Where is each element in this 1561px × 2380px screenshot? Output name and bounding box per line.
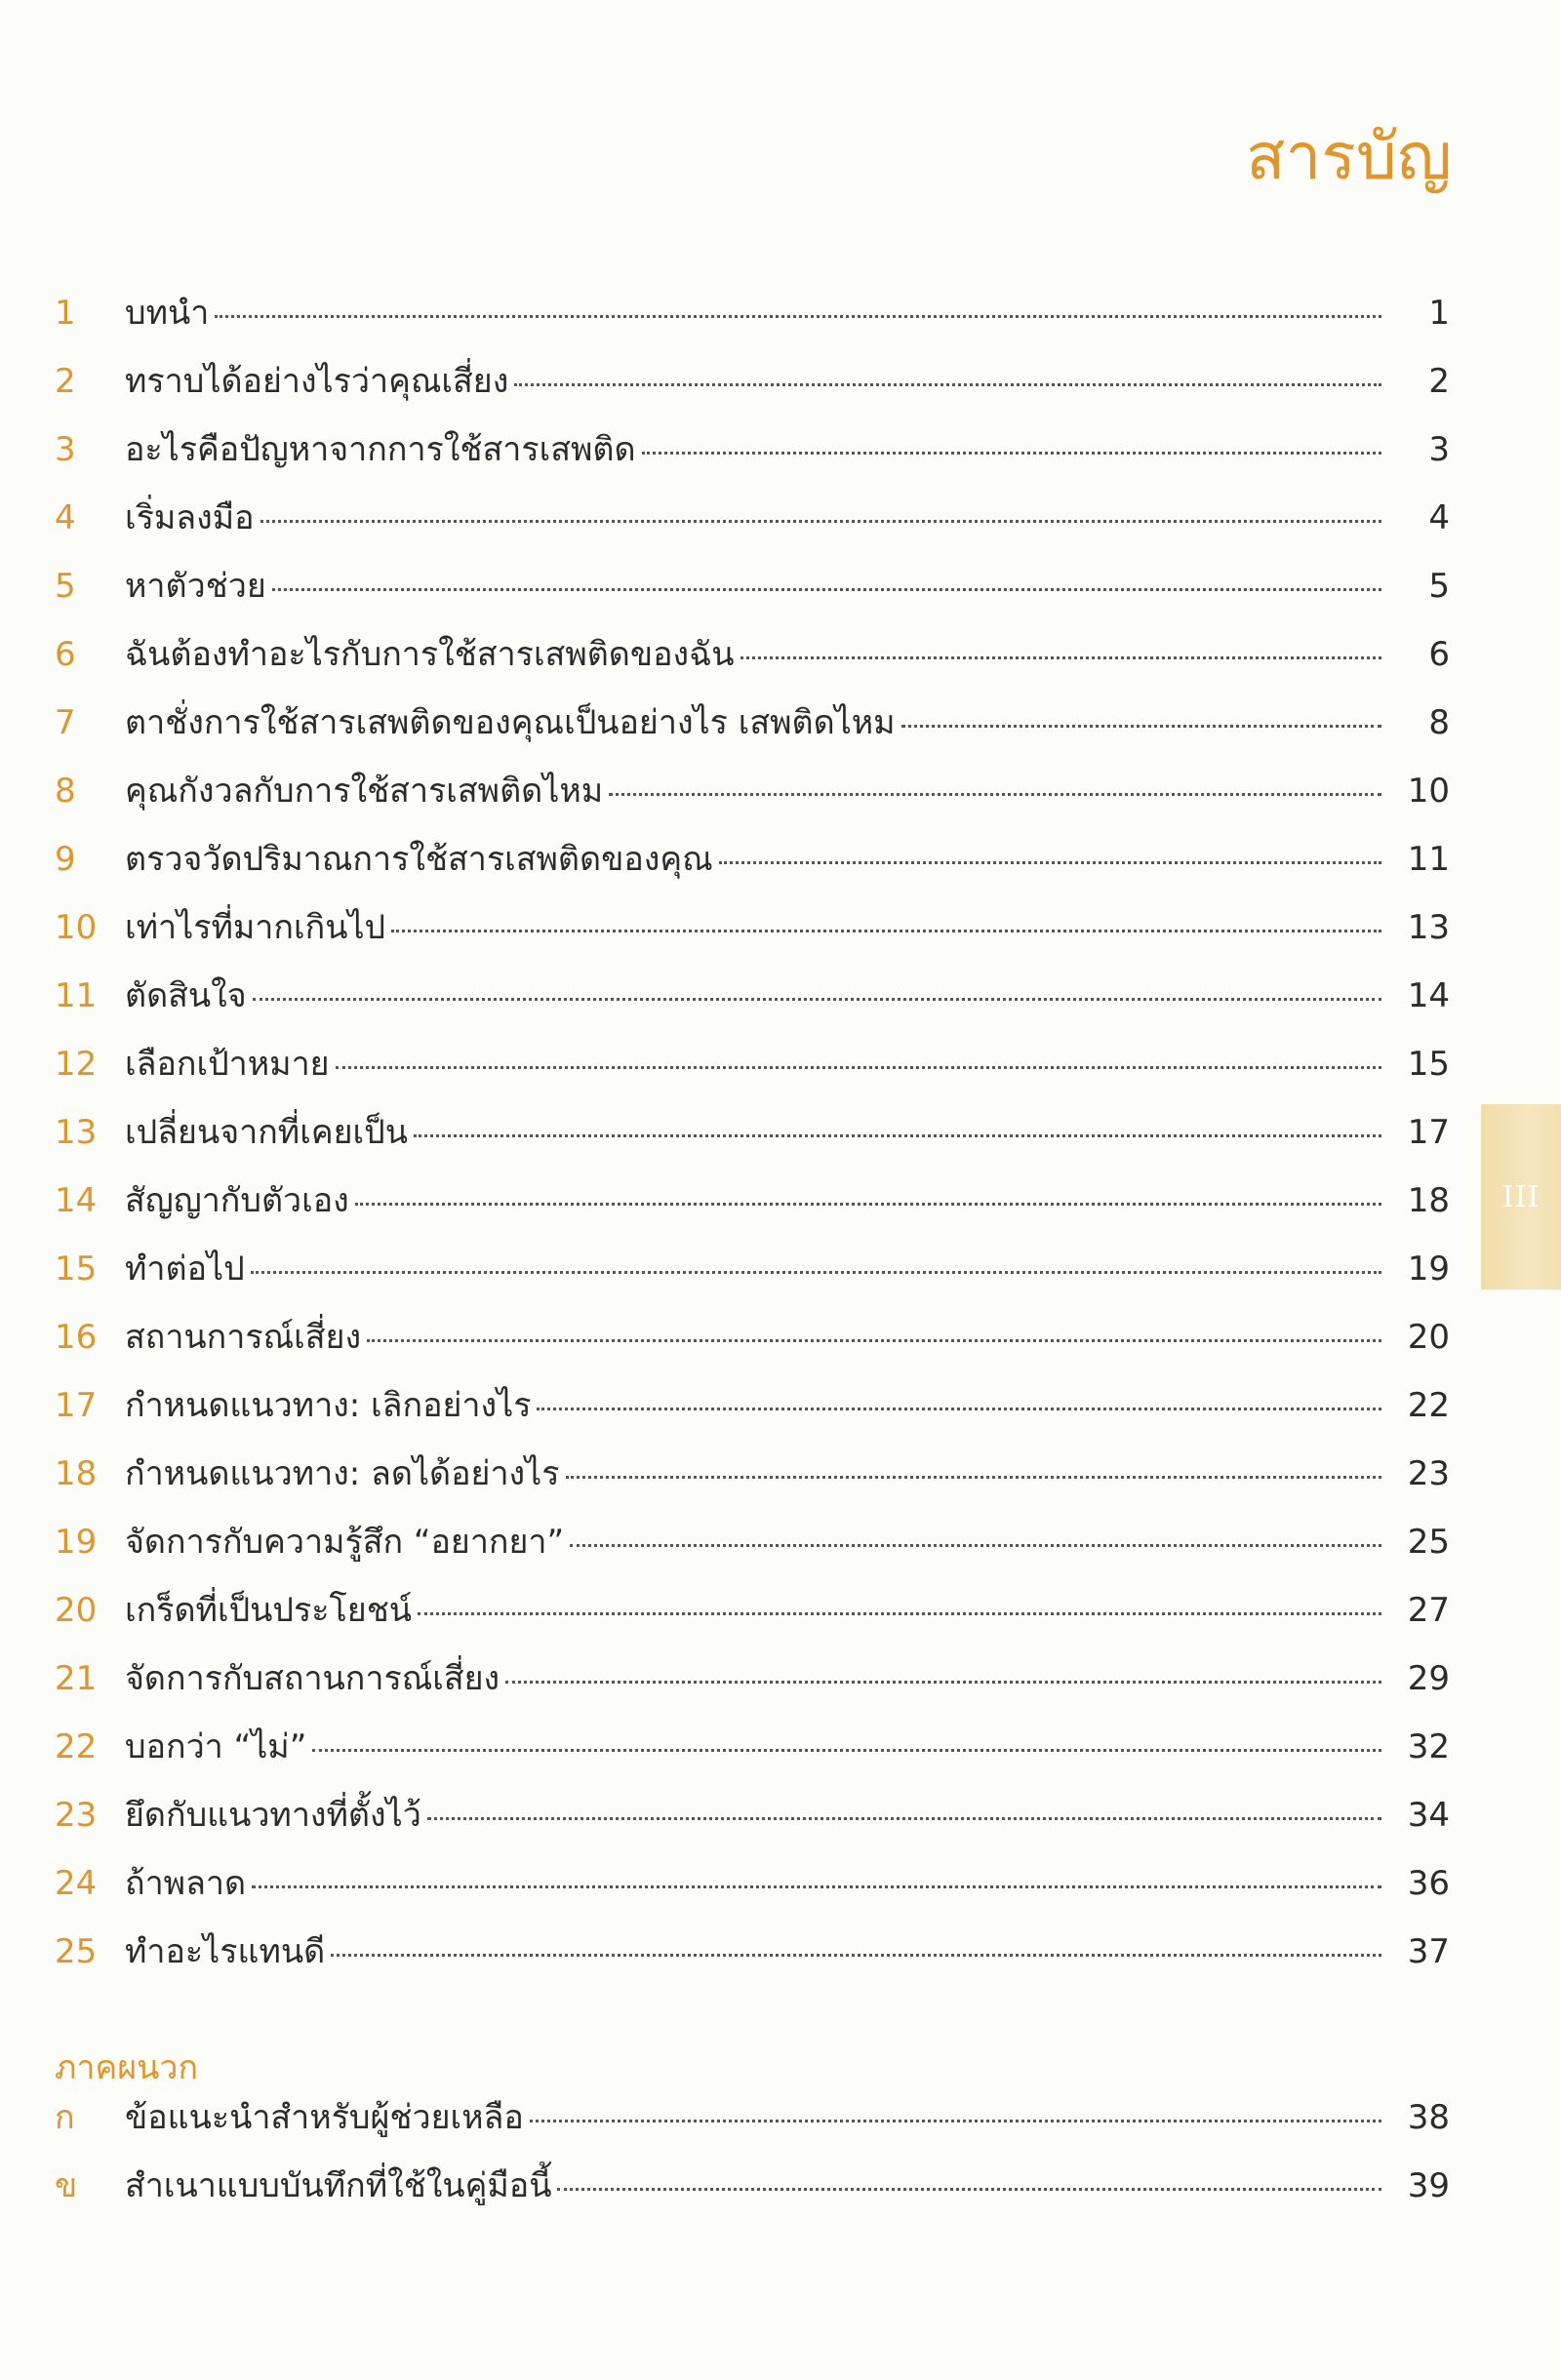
entry-title: ทำต่อไป [125, 1250, 245, 1289]
toc-entry[interactable] [55, 559, 1450, 627]
entry-page-number: 20 [1407, 1318, 1450, 1357]
dot-leader [253, 997, 1381, 1001]
toc-entry[interactable] [55, 1924, 1450, 1993]
entry-title: ตัดสินใจ [125, 976, 247, 1015]
toc-entry[interactable] [55, 422, 1450, 491]
toc-entry[interactable] [55, 1515, 1450, 1583]
entry-title: กำหนดแนวทาง: เลิกอย่างไร [125, 1386, 532, 1425]
toc-entry[interactable] [55, 1378, 1450, 1447]
entry-number: 2 [55, 362, 76, 401]
entry-page-number: 8 [1428, 703, 1450, 742]
entry-page-number: 1 [1428, 294, 1450, 333]
dot-leader [336, 1065, 1381, 1069]
entry-number: 13 [55, 1113, 98, 1152]
appendix-list [55, 2090, 1450, 2227]
dot-leader [215, 314, 1381, 318]
entry-number: 19 [55, 1523, 98, 1562]
entry-title: สถานการณ์เสี่ยง [125, 1318, 362, 1357]
dot-leader [530, 2119, 1381, 2122]
entry-page-number: 18 [1407, 1181, 1450, 1220]
entry-page-number: 14 [1407, 976, 1450, 1015]
entry-number: 18 [55, 1454, 98, 1493]
entry-page-number: 3 [1428, 430, 1450, 469]
entry-page-number: 37 [1407, 1932, 1450, 1971]
entry-number: 10 [55, 908, 98, 947]
entry-page-number: 4 [1428, 498, 1450, 537]
entry-page-number: 27 [1407, 1591, 1450, 1630]
entry-title: เลือกเป้าหมาย [125, 1045, 330, 1084]
entry-page-number: 15 [1407, 1045, 1450, 1084]
entry-page-number: 17 [1407, 1113, 1450, 1152]
dot-leader [418, 1611, 1381, 1615]
entry-page-number: 5 [1428, 567, 1450, 606]
toc-entry[interactable] [55, 2159, 1450, 2227]
dot-leader [514, 382, 1381, 386]
entry-number: 3 [55, 430, 76, 469]
entry-title: สัญญากับตัวเอง [125, 1181, 349, 1220]
entry-number: 14 [55, 1181, 98, 1220]
dot-leader [252, 1884, 1381, 1888]
entry-number: 6 [55, 635, 76, 674]
entry-title: ทราบได้อย่างไรว่าคุณเสี่ยง [125, 362, 509, 401]
toc-entry[interactable] [55, 627, 1450, 695]
dot-leader [427, 1816, 1381, 1820]
entry-title: บทนำ [125, 294, 210, 333]
entry-number: 9 [55, 840, 76, 879]
entry-number: 25 [55, 1932, 98, 1971]
entry-page-number: 6 [1428, 635, 1450, 674]
entry-page-number: 36 [1407, 1864, 1450, 1903]
entry-page-number: 10 [1407, 772, 1450, 811]
dot-leader [557, 2187, 1381, 2191]
dot-leader [719, 860, 1381, 864]
entry-page-number: 39 [1407, 2166, 1450, 2205]
toc-entry[interactable] [55, 1037, 1450, 1105]
entry-title: ยึดกับแนวทางที่ตั้งไว้ [125, 1796, 421, 1835]
toc-entry[interactable] [55, 1173, 1450, 1242]
page-title: สารบัญ [1246, 119, 1452, 194]
entry-title: ฉันต้องทำอะไรกับการใช้สารเสพติดของฉัน [125, 635, 735, 674]
dot-leader [537, 1407, 1381, 1410]
entry-number: 15 [55, 1250, 98, 1289]
entry-page-number: 13 [1407, 908, 1450, 947]
side-tab-label: III [1501, 1179, 1541, 1214]
entry-title: จัดการกับความรู้สึก “อยากยา” [125, 1523, 565, 1562]
dot-leader [355, 1202, 1381, 1206]
entry-title: จัดการกับสถานการณ์เสี่ยง [125, 1659, 500, 1698]
entry-number: 12 [55, 1045, 98, 1084]
toc-entry[interactable] [55, 2090, 1450, 2159]
toc-entry[interactable] [55, 1105, 1450, 1173]
entry-number: 17 [55, 1386, 98, 1425]
toc-entry[interactable] [55, 764, 1450, 832]
entry-number: 20 [55, 1591, 98, 1630]
entry-title: หาตัวช่วย [125, 567, 266, 606]
toc-list [55, 286, 1450, 1993]
toc-entry[interactable] [55, 832, 1450, 900]
toc-entry[interactable] [55, 1583, 1450, 1651]
entry-title: ตรวจวัดปริมาณการใช้สารเสพติดของคุณ [125, 840, 713, 879]
entry-number: 21 [55, 1659, 98, 1698]
entry-title: คุณกังวลกับการใช้สารเสพติดไหม [125, 772, 604, 811]
toc-entry[interactable] [55, 491, 1450, 559]
toc-entry[interactable] [55, 1242, 1450, 1310]
dot-leader [505, 1680, 1381, 1684]
toc-entry[interactable] [55, 1651, 1450, 1720]
toc-entry[interactable] [55, 1856, 1450, 1924]
entry-title: ตาชั่งการใช้สารเสพติดของคุณเป็นอย่างไร เสพติดไหม [125, 703, 896, 742]
entry-title: ข้อแนะนำสำหรับผู้ช่วยเหลือ [125, 2098, 524, 2137]
entry-page-number: 19 [1407, 1250, 1450, 1289]
entry-title: กำหนดแนวทาง: ลดได้อย่างไร [125, 1454, 560, 1493]
entry-title: บอกว่า “ไม่” [125, 1727, 307, 1766]
dot-leader [272, 587, 1381, 591]
toc-entry[interactable] [55, 695, 1450, 764]
entry-number: 5 [55, 567, 76, 606]
entry-number: ข [55, 2166, 78, 2205]
entry-number: 16 [55, 1318, 98, 1357]
dot-leader [642, 451, 1381, 455]
toc-entry[interactable] [55, 969, 1450, 1037]
entry-title: เริ่มลงมือ [125, 498, 255, 537]
entry-title: เท่าไรที่มากเกินไป [125, 908, 386, 947]
dot-leader [312, 1748, 1381, 1752]
dot-leader [570, 1543, 1381, 1547]
entry-page-number: 32 [1407, 1727, 1450, 1766]
chapter-side-tab [1481, 1104, 1561, 1289]
entry-number: 8 [55, 772, 76, 811]
toc-entry[interactable] [55, 1447, 1450, 1515]
entry-number: 22 [55, 1727, 98, 1766]
entry-page-number: 23 [1407, 1454, 1450, 1493]
entry-page-number: 29 [1407, 1659, 1450, 1698]
entry-page-number: 34 [1407, 1796, 1450, 1835]
appendix-title: ภาคผนวก [55, 2048, 199, 2087]
entry-number: 7 [55, 703, 76, 742]
entry-title: เกร็ดที่เป็นประโยชน์ [125, 1591, 413, 1630]
dot-leader [251, 1270, 1381, 1274]
dot-leader [740, 655, 1381, 659]
entry-title: สำเนาแบบบันทึกที่ใช้ในคู่มือนี้ [125, 2166, 552, 2205]
dot-leader [566, 1475, 1381, 1479]
entry-number: 23 [55, 1796, 98, 1835]
entry-number: ก [55, 2098, 75, 2137]
toc-entry[interactable] [55, 1720, 1450, 1788]
dot-leader [331, 1953, 1381, 1957]
entry-page-number: 11 [1407, 840, 1450, 879]
entry-number: 4 [55, 498, 76, 537]
entry-page-number: 22 [1407, 1386, 1450, 1425]
dot-leader [367, 1338, 1381, 1342]
entry-number: 11 [55, 976, 98, 1015]
dot-leader [260, 519, 1381, 523]
entry-page-number: 2 [1428, 362, 1450, 401]
dot-leader [609, 792, 1381, 796]
toc-entry[interactable] [55, 900, 1450, 969]
toc-entry[interactable] [55, 1310, 1450, 1378]
entry-title: ถ้าพลาด [125, 1864, 247, 1903]
entry-title: อะไรคือปัญหาจากการใช้สารเสพติด [125, 430, 636, 469]
toc-entry[interactable] [55, 286, 1450, 354]
dot-leader [391, 929, 1381, 932]
entry-page-number: 25 [1407, 1523, 1450, 1562]
entry-title: เปลี่ยนจากที่เคยเป็น [125, 1113, 408, 1152]
toc-entry[interactable] [55, 354, 1450, 422]
entry-number: 1 [55, 294, 76, 333]
toc-entry[interactable] [55, 1788, 1450, 1856]
dot-leader [901, 724, 1381, 728]
entry-title: ทำอะไรแทนดี [125, 1932, 326, 1971]
entry-number: 24 [55, 1864, 98, 1903]
entry-page-number: 38 [1407, 2098, 1450, 2137]
dot-leader [414, 1133, 1381, 1137]
